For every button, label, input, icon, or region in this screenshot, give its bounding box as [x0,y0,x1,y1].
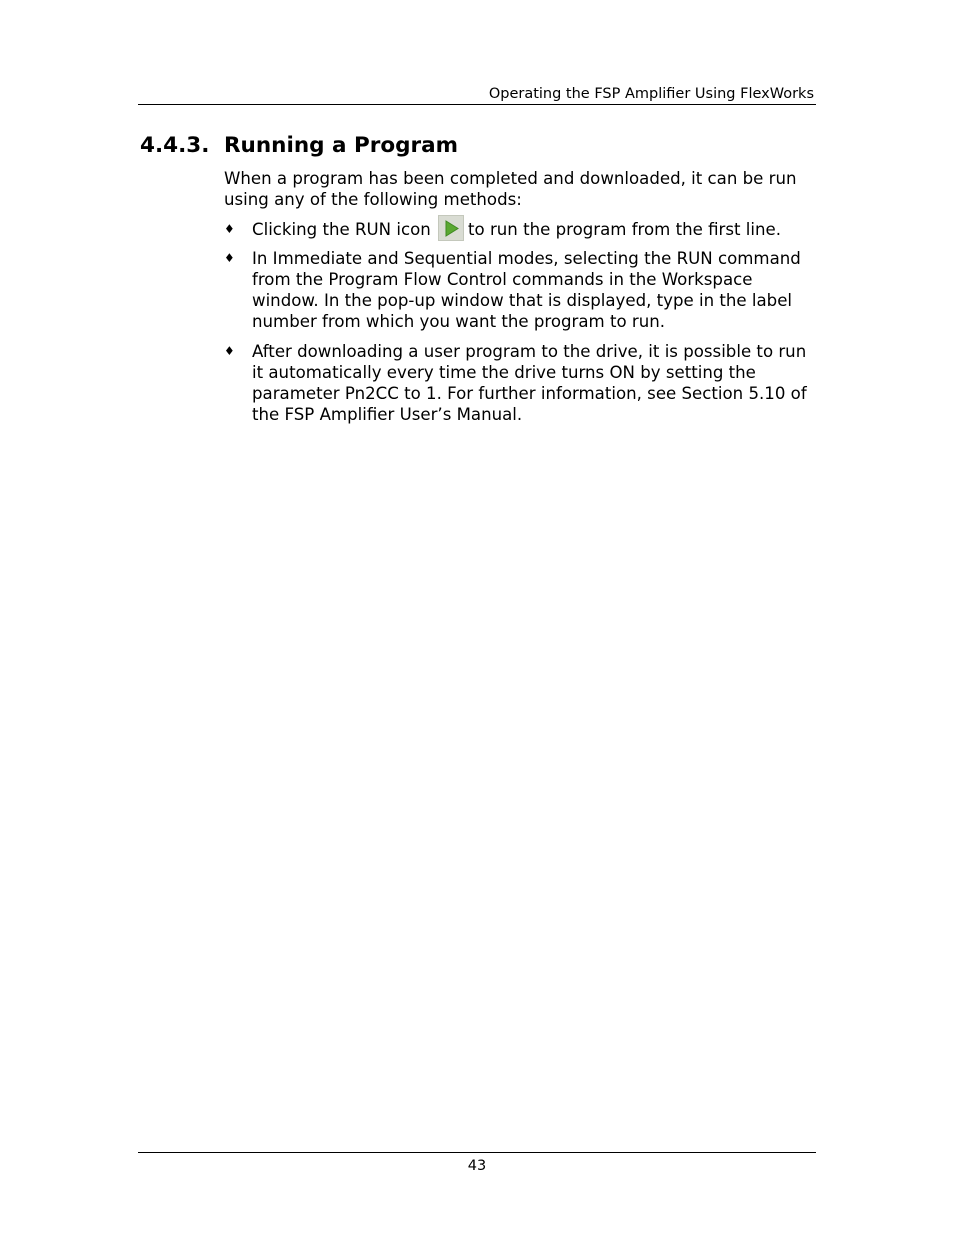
section-title: Running a Program [224,133,459,158]
intro-paragraph: When a program has been completed and downloaded, it can be run using any of the following methods: [224,169,797,209]
list-item-text: In Immediate and Sequential modes, selecting the RUN command from the Program Flow Control commands in the Workspace window. In the pop-up window that is displayed, type in the label number from which you want the program to run. [252,249,801,331]
section-number: 4.4.3. [140,133,210,158]
section-body [224,168,816,434]
page-header [138,84,816,105]
play-triangle-icon [445,220,459,237]
list-item [224,219,816,240]
methods-list [224,219,816,425]
page-footer [138,1152,816,1174]
page-number: 43 [467,1158,487,1174]
list-item [224,341,816,425]
run-play-icon[interactable] [438,215,464,241]
diamond-bullet-icon: ♦ [224,251,235,265]
diamond-bullet-icon: ♦ [224,344,235,358]
running-title: Operating the FSP Amplifier Using FlexWorks [488,86,814,102]
diamond-bullet-icon: ♦ [224,222,235,236]
list-item [224,248,816,332]
list-item-text: After downloading a user program to the drive, it is possible to run it automatically every time the drive turns ON by setting the parameter Pn2CC to 1. For further information, see Section 5.10 of the FSP Amplifier User’s Manual. [252,342,807,424]
list-item-text-after-icon: to run the program from the first line. [468,220,782,239]
list-item-text-before-icon: Clicking the RUN icon [252,220,431,239]
section-heading [140,131,458,161]
